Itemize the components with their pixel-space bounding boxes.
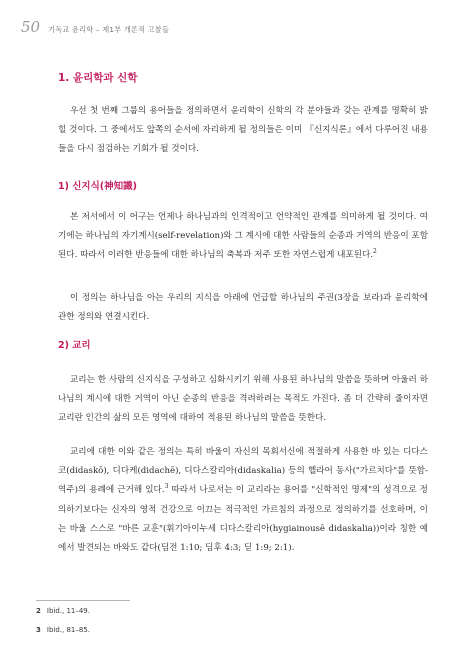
paragraph-doctrine-definition: 교리는 한 사람의 신지식을 구성하고 심화시키기 위해 사용된 하나님의 말씀을 뜻하며 아울러 하나님의 계시에 대한 거역이 아닌 순종의 반응을 격려하려는 목적도 가진다. 좀 더 간략히 줄이자면 교리란 인간의 삶의 모든 영역에 대하여 적용된 하나님의 말씀을 뜻한다. (58, 375, 428, 424)
paragraph-doctrine-usage (58, 443, 428, 558)
page-number: 50 (21, 18, 41, 36)
footnote-ref[interactable]: 2 (373, 248, 377, 256)
footnote-text: Ibid., 11–49. (46, 607, 90, 615)
footnote-item (36, 626, 90, 634)
subsection-heading-doctrine: 2) 교리 (58, 340, 91, 351)
paragraph-text: 교리에 대한 이와 같은 정의는 특히 바울이 자신의 목회서신에 적절하게 사용한 바 있는 디다스코(didaskō), 디다케(didachē), 디다스칼리아(didaskalia) 등의 헬라어 동사("가르치다"를 뜻함-역주)의 용례에 근거해 있다. (58, 447, 428, 496)
paragraph-knowledge-link: 이 정의는 하나님을 아는 우리의 지식을 아래에 언급할 하나님의 주권(3장을 보라)과 윤리학에 관한 정의와 연결시킨다. (58, 293, 428, 323)
paragraph-intro: 우선 첫 번째 그룹의 용어들을 정의하면서 윤리학이 신학의 각 분야들과 갖는 관계를 명확히 밝힐 것이다. 그 중에서도 앞쪽의 순서에 자리하게 될 정의들은 이미 『신지식론』에서 다루어진 내용들을 다시 점검하는 기회가 될 것이다. (58, 106, 428, 155)
footnote-divider (36, 600, 130, 601)
section-heading-ethics-theology: 1. 윤리학과 신학 (58, 72, 138, 84)
footnote-number: 3 (36, 626, 41, 634)
footnote-ref[interactable]: 3 (164, 483, 169, 491)
subsection-heading-knowledge-of-god: 1) 신지식(神知識) (58, 181, 137, 192)
paragraph-knowledge-definition (58, 208, 428, 266)
footnote-number: 2 (36, 607, 41, 615)
paragraph-text: 본 저서에서 이 어구는 언제나 하나님과의 인격적이고 언약적인 관계를 의미하게 될 것이다. 여기에는 하나님의 자기계시(self-revelation)와 그 계시에 대한 사람들의 순종과 거역의 반응이 포함된다. 따라서 이러한 반응들에 대한 하나님의 축복과 저주 또한 자연스럽게 내포된다. (58, 212, 428, 261)
running-title: 기독교 윤리학 – 제1부 개론적 고찰들 (48, 25, 170, 34)
paragraph-text-continued: 따라서 나로서는 이 교리라는 용어를 "신학적인 명제"의 성격으로 정의하기보다는 신자의 영적 건강으로 이끄는 적극적인 가르침의 과정으로 정의하기를 선호하며, 이는 바울 스스로 "바른 교훈"(휘기아이누세 디다스칼리아(hygiainousē didaskalia))이라 칭한 예에서 발견되는 바와도 같다(딤전 1:10; 딤후 4:3; 딛 1:9; 2:1). (58, 485, 428, 554)
footnote-item (36, 607, 90, 615)
running-header (21, 18, 169, 38)
footnote-text: Ibid., 81–85. (46, 626, 90, 634)
